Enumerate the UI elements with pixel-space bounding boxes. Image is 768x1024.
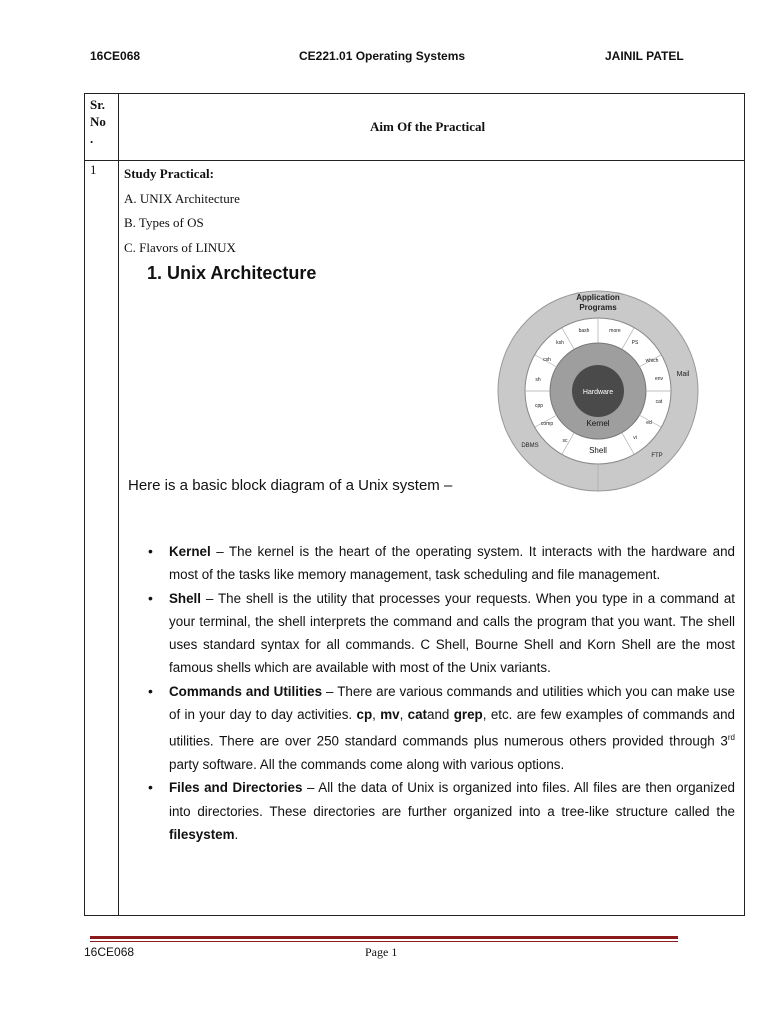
diagram-label-app: Application: [576, 293, 620, 302]
row-number: 1: [90, 162, 97, 177]
diagram-label-ftp: FTP: [651, 453, 663, 459]
study-title: Study Practical:: [124, 166, 214, 181]
diagram-segment-label: more: [609, 328, 621, 334]
command-grep: grep: [453, 707, 483, 723]
bullet-text: party software. All the commands come along with various options.: [169, 757, 565, 773]
table-header-divider: [84, 160, 745, 161]
command-cat: cat: [407, 707, 428, 723]
diagram-segment-label: cpp: [534, 403, 544, 409]
diagram-segment-label: vi: [633, 435, 637, 441]
header-course: CE221.01 Operating Systems: [299, 49, 466, 63]
diagram-label-dbms: DBMS: [521, 443, 539, 449]
header-author: JAINIL PATEL: [605, 49, 684, 63]
bullet-text: – There are various commands and utilities which you can make use of in your day to day activities.: [169, 683, 735, 723]
component-list: [148, 540, 735, 846]
bullet-text: .: [234, 827, 239, 843]
diagram-label-shell: Shell: [589, 446, 607, 455]
diagram-label-hardware: Hardware: [582, 389, 614, 396]
diagram-segment-label: csh: [543, 357, 551, 363]
bullet-text: ,: [372, 707, 381, 723]
section-title: 1. Unix Architecture: [147, 263, 317, 283]
diagram-intro: Here is a basic block diagram of a Unix system –: [128, 477, 453, 494]
bullet-term: Commands and Utilities: [169, 683, 323, 699]
column-header-aim: Aim Of the Practical: [370, 119, 486, 134]
diagram-segment-label: ed: [646, 420, 652, 426]
diagram-segment-label: cat: [655, 399, 663, 405]
list-item: [148, 680, 735, 777]
header-id: 16CE068: [90, 49, 141, 63]
footer-rule-thin: [90, 941, 678, 942]
superscript: rd: [727, 733, 735, 743]
study-item: A. UNIX Architecture: [124, 190, 240, 206]
bullet-text: – The shell is the utility that processes your requests. When you type in a command at your terminal, the shell interprets the command and calls the program that you want. The shell uses standard syntax for all commands. C Shell, Bourne Shell and Korn Shell are the most famous shells which are available with most of the Unix variants.: [169, 590, 735, 676]
diagram-label-app2: Programs: [579, 303, 617, 312]
command-mv: mv: [380, 707, 400, 723]
diagram-segment-label: sh: [535, 377, 541, 383]
bullet-term: Kernel: [169, 544, 211, 559]
bullet-term: Files and Directories: [169, 780, 303, 796]
diagram-segment-label: env: [654, 376, 664, 382]
command-cp: cp: [356, 707, 373, 723]
diagram-segment-label: sc: [562, 438, 568, 444]
bullet-text: and: [427, 707, 454, 723]
diagram-segment-label: which: [645, 358, 659, 364]
unix-architecture-diagram: [497, 290, 699, 495]
diagram-segment-label: PS: [631, 340, 639, 346]
footer-rule: [90, 936, 678, 939]
bullet-text: – All the data of Unix is organized into files. All files are then organized into directories. These directories are further organized into a tree-like structure called the: [169, 780, 735, 819]
footer-id: 16CE068: [84, 945, 135, 959]
study-item: B. Types of OS: [124, 215, 204, 230]
study-item: C. Flavors of LINUX: [124, 239, 236, 255]
diagram-segment-label: bash: [578, 328, 590, 334]
bullet-text: – The kernel is the heart of the operating system. It interacts with the hardware and most of the tasks like memory management, task scheduling and file management.: [169, 544, 735, 583]
diagram-segment-label: ksh: [556, 340, 564, 346]
filesystem-term: filesystem: [169, 827, 235, 843]
list-item: [148, 540, 735, 587]
list-item: [148, 587, 735, 680]
footer-page: Page 1: [365, 945, 398, 959]
diagram-label-mail: Mail: [676, 371, 690, 378]
diagram-label-kernel: Kernel: [586, 419, 610, 428]
bullet-text: , etc. are few examples of commands and utilities. There are over 250 standard commands plus numerous others provided through 3: [169, 707, 735, 749]
table-column-divider: [118, 93, 119, 916]
list-item: [148, 776, 735, 846]
diagram-segment-label: comp: [540, 421, 554, 427]
bullet-text: ,: [399, 707, 408, 723]
study-practical-list: [124, 162, 240, 260]
bullet-term: Shell: [169, 590, 201, 606]
column-header-srno: Sr. No .: [90, 97, 106, 146]
